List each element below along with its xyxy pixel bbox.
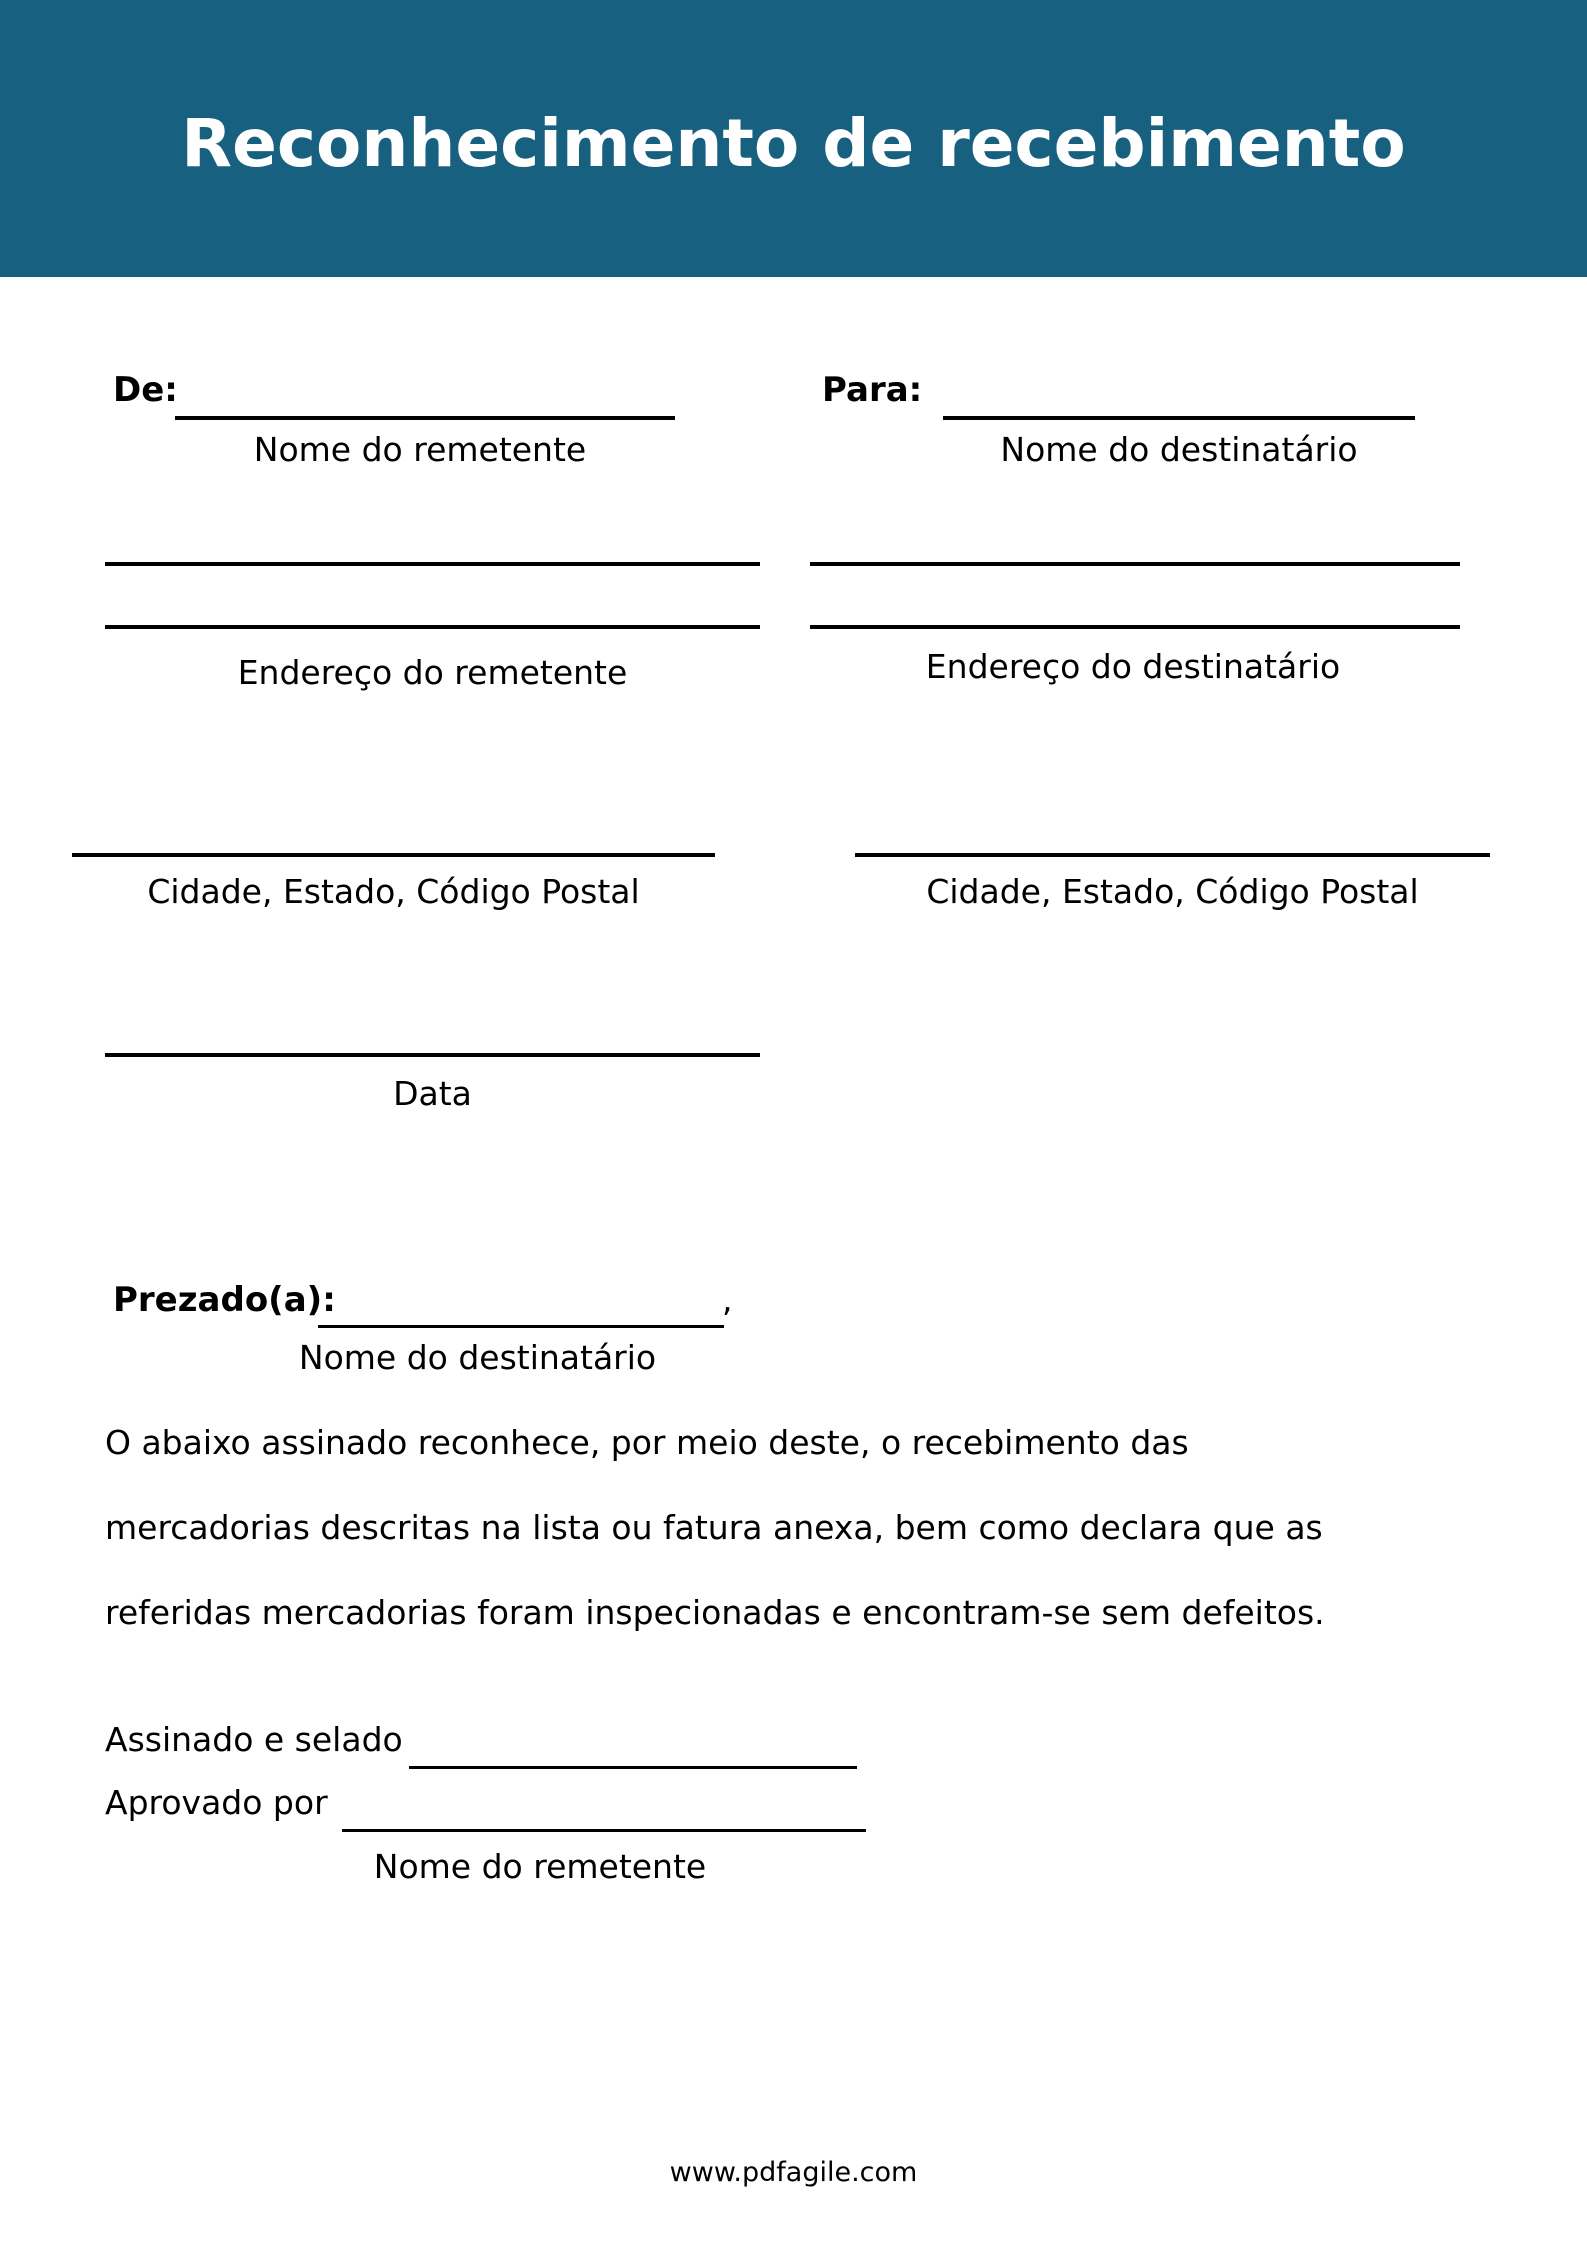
recipient-address-caption: Endereço do destinatário	[925, 647, 1341, 686]
signed-and-sealed-blank-line[interactable]	[409, 1766, 857, 1769]
page-title: Reconhecimento de recebimento	[181, 104, 1406, 182]
salutation-caption: Nome do destinatário	[298, 1338, 657, 1377]
salutation-comma: ,	[722, 1280, 733, 1319]
sender-address-line-2[interactable]	[105, 625, 760, 629]
signed-and-sealed-label: Assinado e selado	[105, 1720, 403, 1759]
salutation-label: Prezado(a):	[113, 1280, 336, 1320]
approved-by-blank-line[interactable]	[342, 1829, 866, 1832]
recipient-address-line-1[interactable]	[810, 562, 1460, 566]
sender-name-blank-line[interactable]	[175, 416, 675, 420]
document-header-band	[0, 0, 1587, 277]
sender-label: De:	[113, 370, 178, 410]
salutation-blank-line[interactable]	[318, 1325, 724, 1328]
date-blank-line[interactable]	[105, 1053, 760, 1057]
recipient-city-caption: Cidade, Estado, Código Postal	[926, 872, 1419, 911]
body-line-1: O abaixo assinado reconhece, por meio deste, o recebimento das	[105, 1423, 1189, 1462]
date-caption: Data	[393, 1074, 472, 1113]
approved-by-label: Aprovado por	[105, 1783, 328, 1822]
recipient-label: Para:	[822, 370, 923, 410]
sender-city-blank-line[interactable]	[72, 853, 715, 857]
sender-name-caption: Nome do remetente	[253, 430, 587, 469]
body-line-2: mercadorias descritas na lista ou fatura anexa, bem como declara que as	[105, 1508, 1323, 1547]
sender-city-caption: Cidade, Estado, Código Postal	[147, 872, 640, 911]
sender-address-line-1[interactable]	[105, 562, 760, 566]
recipient-city-blank-line[interactable]	[855, 853, 1490, 857]
document-body	[0, 277, 1587, 2242]
footer-website-url[interactable]: www.pdfagile.com	[669, 2157, 918, 2188]
signature-caption: Nome do remetente	[373, 1847, 707, 1886]
body-line-3: referidas mercadorias foram inspecionadas e encontram-se sem defeitos.	[105, 1593, 1325, 1632]
recipient-address-line-2[interactable]	[810, 625, 1460, 629]
recipient-name-blank-line[interactable]	[943, 416, 1415, 420]
sender-address-caption: Endereço do remetente	[237, 653, 628, 692]
recipient-name-caption: Nome do destinatário	[1000, 430, 1358, 469]
